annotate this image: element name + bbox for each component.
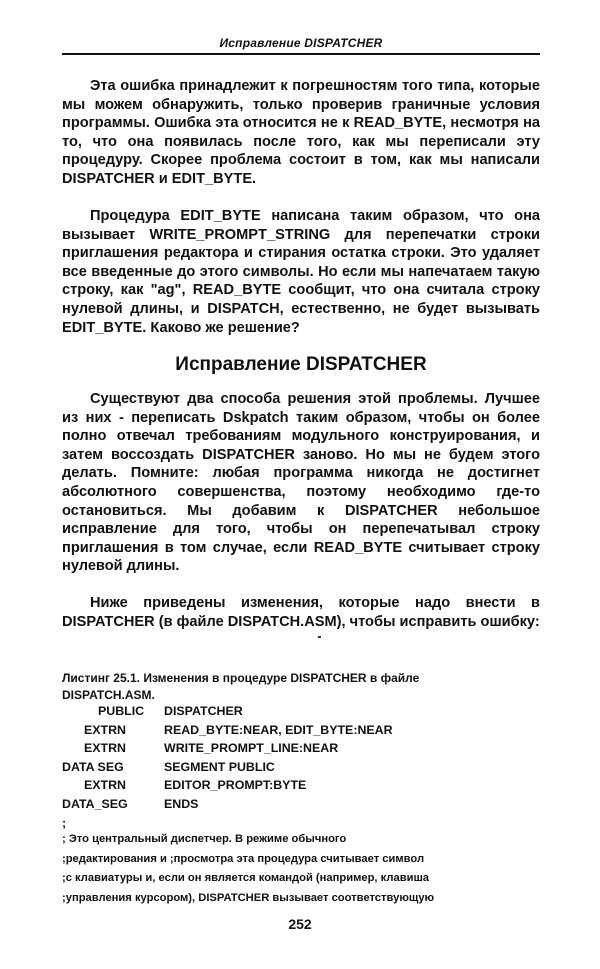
code-line xyxy=(62,776,540,795)
paragraph-text: Существуют два способа решения этой проблемы. Лучшее из них - переписать Dskpatch таким образом, чтобы он более полно отвечал требованиям модульного конструирования, и затем воссоздать DISPATCHER заново. Но мы не будем этого делать. Помните: любая программа никогда не достигнет абсолютного совершенства, поэтому необходимо где-то остановиться. Мы добавим к DISPATCHER небольшое исправление для того, чтобы он перепечатывал строку приглашения в том случае, если READ_BYTE считывает строку нулевой длины. xyxy=(62,391,540,575)
paragraph-text: Процедура EDIT_BYTE написана таким образом, что она вызывает WRITE_PROMPT_STRING для перепечатки строки приглашения редактора и стирания остатка строки. Это удаляет все введенные до этого символы. Но если мы напечатаем такую строку, как "ag", READ_BYTE сообщит, что она считала строку нулевой длины, и DISPATCH, естественно, не будет вызывать EDIT_BYTE. Каково же решение? xyxy=(62,208,540,336)
comment-line: ;редактирования и ;просмотра эта процедура считывает символ xyxy=(62,852,425,865)
code-line xyxy=(62,739,540,758)
code-directive: EXTRN xyxy=(84,722,126,737)
code-directive: EXTRN xyxy=(84,741,126,756)
code-listing xyxy=(62,702,540,832)
paragraph-solutions xyxy=(62,390,540,576)
code-directive: DATA_SEG xyxy=(62,796,128,811)
code-operand: EDITOR_PROMPT:BYTE xyxy=(164,778,307,793)
print-speck xyxy=(318,636,321,638)
paragraph-changes-intro xyxy=(62,594,540,631)
code-directive: DATA SEG xyxy=(62,759,124,774)
code-line xyxy=(62,758,540,777)
page-number: 252 xyxy=(288,916,312,932)
listing-caption-line: Листинг 25.1. Изменения в процедуре DISPATCHER в файле xyxy=(62,671,420,685)
code-line xyxy=(62,795,540,814)
code-line xyxy=(62,702,540,721)
code-operand: DISPATCHER xyxy=(164,704,243,718)
code-operand: ENDS xyxy=(164,796,199,811)
code-operand: READ_BYTE:NEAR, EDIT_BYTE:NEAR xyxy=(164,722,393,737)
paragraph-edit-byte xyxy=(62,207,540,337)
section-heading: Исправление DISPATCHER xyxy=(175,354,427,375)
code-operand: WRITE_PROMPT_LINE:NEAR xyxy=(164,741,339,756)
running-head: Исправление DISPATCHER xyxy=(62,36,540,55)
code-comments xyxy=(62,830,540,908)
comment-line: ; Это центральный диспетчер. В режиме обычного xyxy=(62,833,347,845)
code-directive: PUBLIC xyxy=(98,704,145,718)
listing-caption-line: DISPATCH.ASM. xyxy=(62,688,155,702)
listing-caption xyxy=(62,670,540,704)
paragraph-text: Эта ошибка принадлежит к погрешностям того типа, которые мы можем обнаружить, только проверив граничные условия программы. Ошибка эта относится не к READ_BYTE, несмотря на то, что она появилась после того, как мы переписали эту процедуру. Скорее проблема состоит в том, как мы написали DISPATCHER и EDIT_BYTE. xyxy=(62,78,540,187)
comment-line: ;управления курсором), DISPATCHER вызывает соответствующую xyxy=(62,891,435,904)
comment-line: ;с клавиатуры и, если он является командой (например, клавиша xyxy=(62,872,430,884)
code-line xyxy=(62,721,540,740)
code-directive: EXTRN xyxy=(84,778,126,793)
paragraph-error-description xyxy=(62,77,540,189)
code-directive: ; xyxy=(62,815,67,830)
code-operand: SEGMENT PUBLIC xyxy=(164,759,275,774)
paragraph-text: Ниже приведены изменения, которые надо внести в DISPATCHER (в файле DISPATCH.ASM), чтобы исправить ошибку: xyxy=(62,595,540,630)
